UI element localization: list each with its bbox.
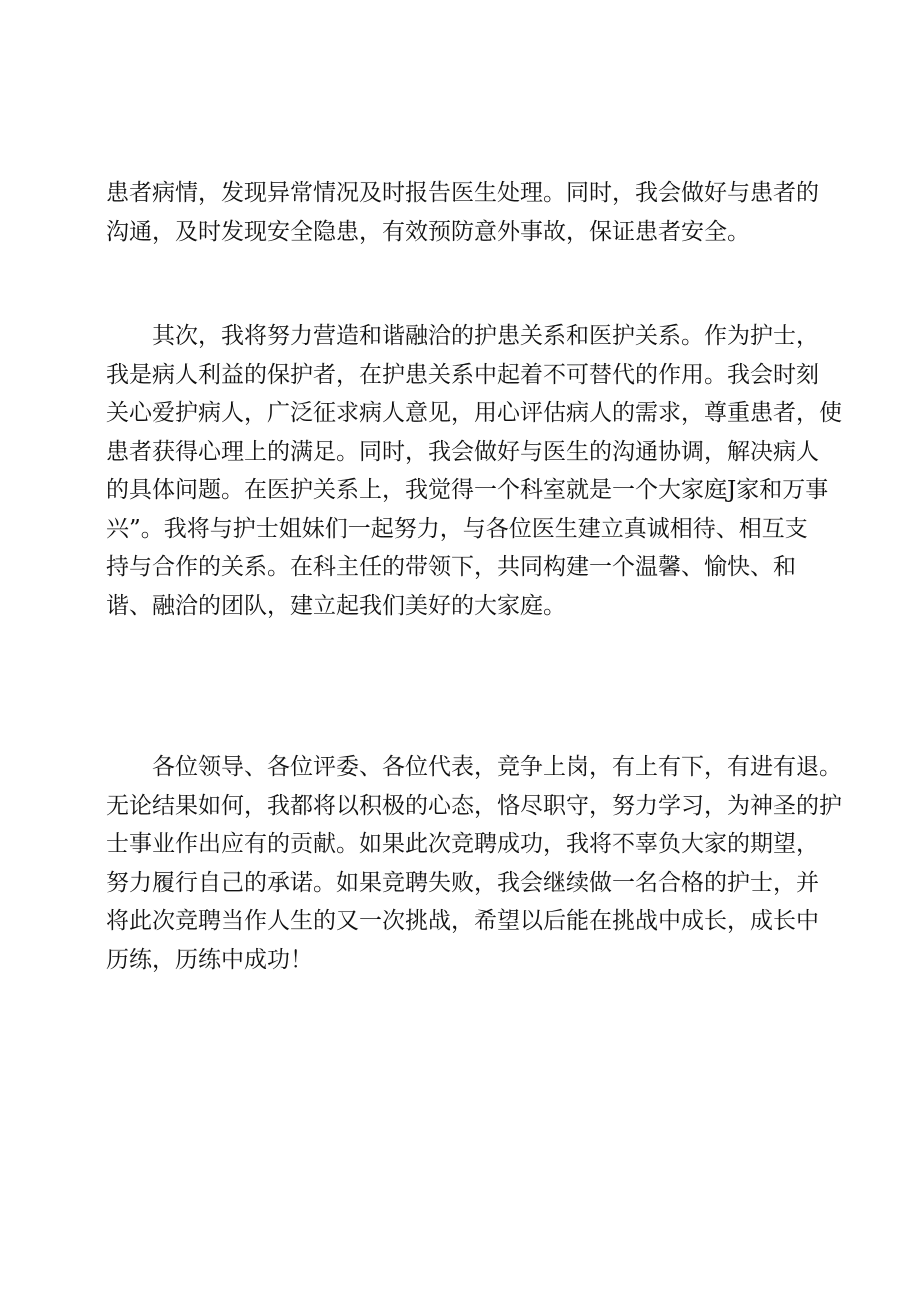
text-line: 关心爱护病人，广泛征求病人意见，用心评估病人的需求，尊重患者，使: [106, 400, 842, 426]
text-line: 其次，我将努力营造和谐融洽的护患关系和医护关系。作为护士，: [106, 323, 819, 349]
text-line: 将此次竞聘当作人生的又一次挑战，希望以后能在挑战中成长，成长中: [106, 908, 819, 934]
text-line: 我是病人利益的保护者，在护患关系中起着不可替代的作用。我会时刻: [106, 361, 819, 388]
text-line: 士事业作出应有的贡献。如果此次竞聘成功，我将不辜负大家的期望，: [106, 831, 819, 857]
text-line: 患者病情，发现异常情况及时报告医生处理。同时，我会做好与患者的: [106, 180, 819, 206]
paragraph-3: [106, 748, 842, 979]
text-line: 无论结果如何，我都将以积极的心态，恪尽职守，努力学习，为神圣的护: [106, 792, 842, 819]
text-line: 患者获得心理上的满足。同时，我会做好与医生的沟通协调，解决病人: [106, 438, 819, 465]
text-line: 努力履行自己的承诺。如果竞聘失败，我会继续做一名合格的护士，并: [106, 869, 819, 896]
text-line: 各位领导、各位评委、各位代表，竞争上岗，有上有下，有进有退。: [106, 754, 842, 780]
text-line: 持与合作的关系。在科主任的带领下，共同构建一个温馨、愉快、和: [106, 554, 796, 580]
text-line: 谐、融洽的团队，建立起我们美好的大家庭。: [106, 592, 566, 619]
text-line: 沟通，及时发现安全隐患，有效预防意外事故，保证患者安全。: [106, 218, 750, 245]
text-line: 兴”。我将与护士姐妹们一起努力，与各位医生建立真诚相待、相互支: [106, 515, 808, 542]
paragraph-2: [106, 317, 842, 625]
text-line: 历练，历练中成功！: [106, 946, 313, 973]
text-line: 的具体问题。在医护关系上，我觉得一个科室就是一个大家庭J家和万事: [106, 477, 829, 503]
paragraph-1: [106, 174, 826, 251]
